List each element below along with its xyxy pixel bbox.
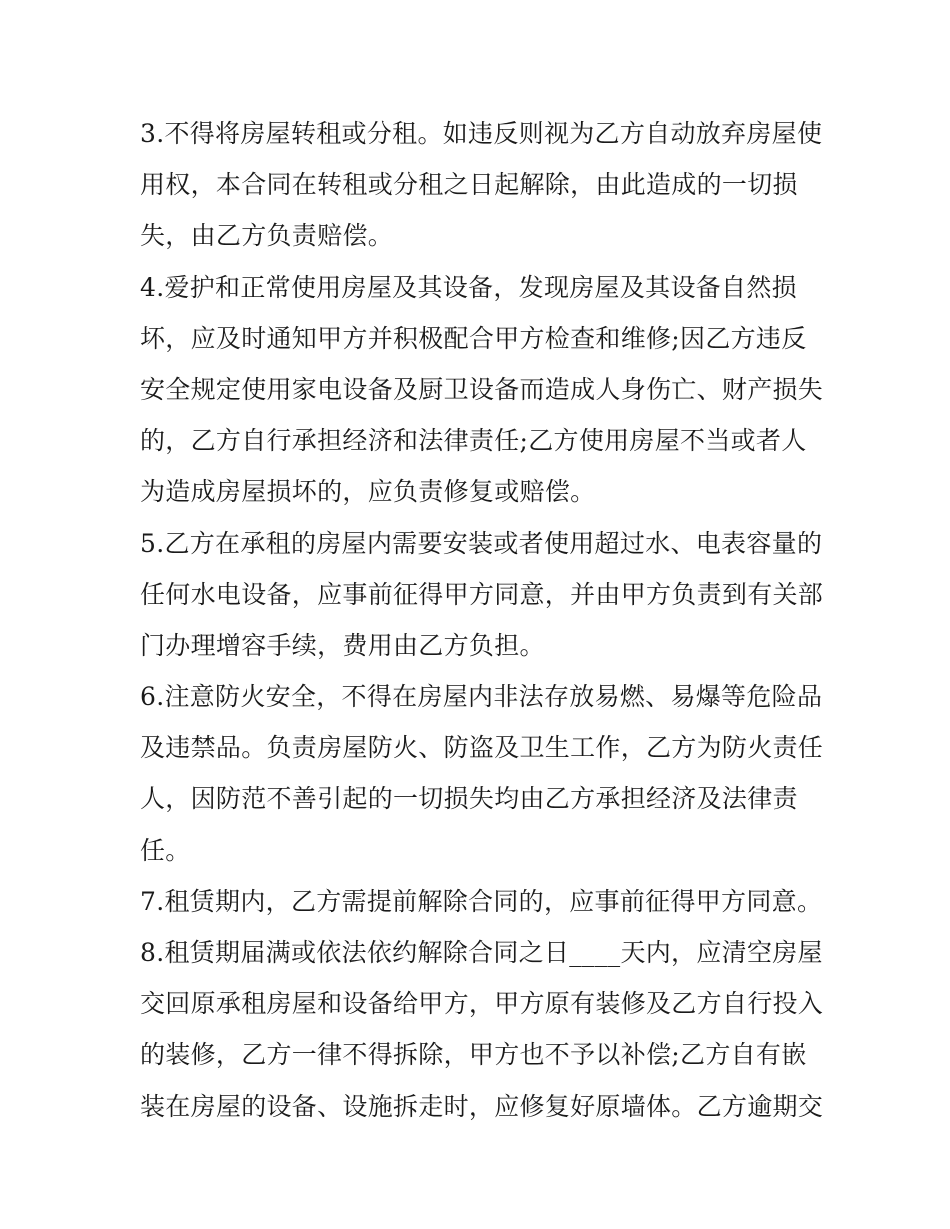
text-line: 人，因防范不善引起的一切损失均由乙方承担经济及法律责 xyxy=(140,784,798,814)
text-line: 6.注意防火安全，不得在房屋内非法存放易燃、易爆等危险品 xyxy=(140,682,823,712)
contract-clauses xyxy=(140,108,824,1132)
text-line: 5.乙方在承租的房屋内需要安装或者使用超过水、电表容量的 xyxy=(140,528,823,558)
text-line: 7.租赁期内，乙方需提前解除合同的，应事前征得甲方同意。 xyxy=(140,886,823,916)
text-line: 坏，应及时通知甲方并积极配合甲方检查和维修;因乙方违反 xyxy=(140,323,807,353)
text-line: 的，乙方自行承担经济和法律责任;乙方使用房屋不当或者人 xyxy=(140,426,807,456)
text-line: 失，由乙方负责赔偿。 xyxy=(140,221,394,251)
text-line: 3.不得将房屋转租或分租。如违反则视为乙方自动放弃房屋使 xyxy=(140,119,823,148)
text-line: 安全规定使用家电设备及厨卫设备而造成人身伤亡、财产损失 xyxy=(140,374,824,404)
text-line: 8.租赁期届满或依法依约解除合同之日____天内，应清空房屋 xyxy=(140,938,823,967)
text-line: 及违禁品。负责房屋防火、防盗及卫生工作，乙方为防火责任 xyxy=(140,733,824,763)
text-line: 任何水电设备，应事前征得甲方同意，并由甲方负责到有关部 xyxy=(140,579,824,609)
text-line: 用权，本合同在转租或分租之日起解除，由此造成的一切损 xyxy=(140,170,798,200)
text-line: 门办理增容手续，费用由乙方负担。 xyxy=(140,630,545,660)
text-line: 交回原承租房屋和设备给甲方，甲方原有装修及乙方自行投入 xyxy=(140,989,824,1019)
text-line: 任。 xyxy=(140,835,191,865)
text-line: 装在房屋的设备、设施拆走时，应修复好原墙体。乙方逾期交 xyxy=(140,1091,824,1121)
text-line: 4.爱护和正常使用房屋及其设备，发现房屋及其设备自然损 xyxy=(140,272,797,302)
text-line: 的装修，乙方一律不得拆除，甲方也不予以补偿;乙方自有嵌 xyxy=(140,1040,807,1070)
text-line: 为造成房屋损坏的，应负责修复或赔偿。 xyxy=(140,477,596,507)
